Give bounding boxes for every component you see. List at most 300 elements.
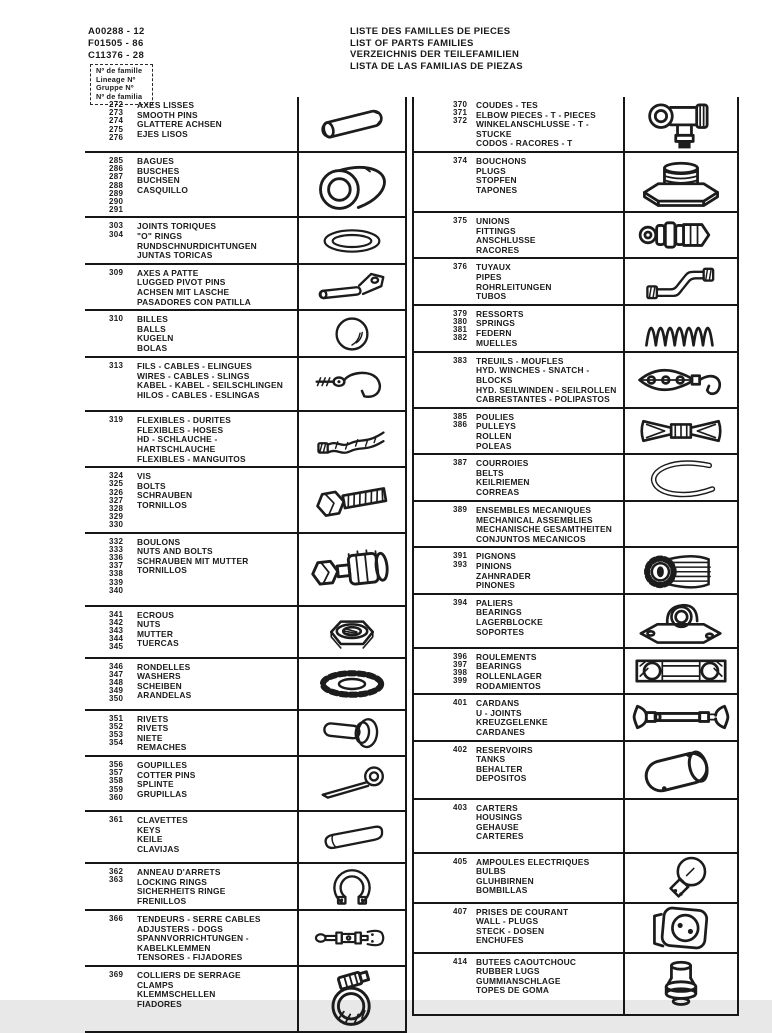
family-label: AXES A PATTE	[137, 267, 199, 278]
part-illustration-cell	[297, 358, 405, 410]
family-label: HILOS - CABLES - ESLINGAS	[137, 389, 260, 400]
family-label: SPRINGS	[476, 318, 516, 329]
part-illustration-cell	[297, 911, 405, 965]
family-number: 403	[453, 802, 468, 812]
family-number: 285	[109, 156, 124, 165]
family-label: MECHANICAL ASSEMBLIES	[476, 514, 593, 525]
family-number: 330	[109, 520, 124, 530]
family-label: CARTERS	[476, 802, 518, 813]
family-numbers	[85, 311, 137, 356]
family-label: CARDANS	[476, 698, 520, 709]
family-label: WIRES - CABLES - SLINGS	[137, 370, 250, 381]
part-illustration-cell	[297, 97, 405, 151]
family-label: AXES LISSES	[137, 100, 195, 110]
family-label: RIVETS	[137, 713, 169, 724]
family-label: PASADORES CON PATILLA	[137, 296, 252, 307]
family-label: MUTTER	[137, 628, 174, 639]
family-numbers	[414, 954, 476, 1014]
t-fitting-icon	[644, 97, 718, 151]
parts-family-row	[85, 218, 405, 264]
family-label: BULBS	[476, 866, 506, 877]
hose-icon	[302, 419, 402, 459]
family-numbers	[414, 695, 476, 739]
family-label: TUYAUX	[476, 262, 511, 273]
family-label: SCHRAUBEN MIT MUTTER	[137, 555, 249, 566]
part-illustration-cell	[623, 854, 737, 902]
family-number: 291	[109, 205, 124, 215]
parts-family-row	[414, 854, 737, 904]
family-descriptions	[137, 659, 297, 709]
family-numbers	[414, 353, 476, 407]
family-label: HD - SCHLAUCHE - HARTSCHLAUCHE	[137, 434, 218, 454]
pulley-icon	[631, 413, 731, 449]
family-label: COUDES - TES	[476, 100, 538, 110]
family-number: 275	[109, 124, 124, 134]
snatch-block-icon	[628, 358, 734, 402]
family-label: BALLS	[137, 323, 166, 334]
family-numbers	[414, 854, 476, 902]
family-label: SOPORTES	[476, 626, 525, 637]
family-number: 363	[109, 875, 124, 885]
family-number: 324	[109, 471, 124, 481]
part-illustration-cell	[297, 864, 405, 909]
family-descriptions	[137, 358, 297, 410]
family-number: 339	[109, 577, 124, 587]
family-numbers	[85, 412, 137, 466]
family-label: LUGGED PIVOT PINS	[137, 277, 226, 288]
family-numbers	[85, 911, 137, 965]
family-label: MUELLES	[476, 337, 518, 348]
family-number: 326	[109, 487, 124, 497]
family-label: KEILRIEMEN	[476, 477, 530, 488]
family-number: 360	[109, 792, 124, 802]
family-number: 358	[109, 776, 124, 786]
family-descriptions	[137, 911, 297, 965]
parts-family-row	[85, 265, 405, 311]
family-descriptions	[476, 904, 623, 952]
family-label: KUGELN	[137, 333, 174, 344]
part-illustration-cell	[297, 311, 405, 356]
bolt-with-nut-icon	[302, 542, 402, 596]
family-label: ZAHNRADER	[476, 570, 531, 581]
family-label: ADJUSTERS - DOGS	[137, 923, 224, 934]
family-label: SPANNVORRICHTUNGEN - KABELKLEMMEN	[137, 933, 249, 953]
parts-family-row	[414, 153, 737, 213]
parts-family-row	[85, 97, 405, 153]
family-label: HOUSINGS	[476, 812, 523, 823]
parts-family-row	[85, 967, 405, 1033]
part-illustration-cell	[297, 659, 405, 709]
family-number: 398	[453, 668, 468, 678]
family-descriptions	[476, 153, 623, 211]
smooth-pin-icon	[303, 99, 401, 149]
parts-family-row	[85, 468, 405, 533]
family-label: COURROIES	[476, 458, 529, 469]
parts-family-row	[414, 649, 737, 695]
family-label: NUTS	[137, 619, 161, 630]
family-label: CLAVETTES	[137, 814, 188, 825]
family-descriptions	[476, 800, 623, 852]
title-line-es: LISTA DE LAS FAMILIAS DE PIEZAS	[350, 60, 523, 72]
parts-family-row	[414, 595, 737, 649]
family-number: 405	[453, 856, 468, 866]
family-descriptions	[476, 695, 623, 739]
family-numbers	[414, 213, 476, 257]
family-label: SCHRAUBEN	[137, 490, 193, 501]
parts-family-row	[414, 548, 737, 594]
coil-spring-icon	[630, 306, 732, 350]
universal-joint-icon	[629, 701, 733, 733]
part-illustration-cell	[623, 548, 737, 592]
family-label: ECROUS	[137, 609, 175, 620]
family-label: ENSEMBLES MECANIQUES	[476, 505, 592, 516]
family-number: 357	[109, 768, 124, 778]
family-descriptions	[476, 595, 623, 647]
part-illustration-cell	[623, 649, 737, 693]
parts-family-row	[414, 306, 737, 353]
union-fitting-icon	[633, 215, 729, 255]
part-illustration-cell	[623, 353, 737, 407]
parts-family-row	[85, 911, 405, 967]
family-descriptions	[476, 213, 623, 257]
family-number: 353	[109, 729, 124, 739]
family-label: FEDERN	[476, 327, 512, 338]
family-label: U - JOINTS	[476, 707, 522, 718]
family-label: KEYS	[137, 824, 161, 835]
family-label: RESERVOIRS	[476, 744, 533, 755]
family-label: BAGUES	[137, 156, 175, 166]
title-line-de: VERZEICHNIS DER TEILEFAMILIEN	[350, 49, 520, 60]
family-label: SCHEIBEN	[137, 680, 182, 691]
family-number: 273	[109, 108, 124, 118]
family-number: 290	[109, 197, 124, 207]
family-numbers	[414, 649, 476, 693]
family-numbers	[85, 967, 137, 1031]
left-column	[85, 97, 407, 1033]
family-descriptions	[137, 218, 297, 262]
family-number: 383	[453, 355, 468, 365]
family-label: RACORES	[476, 244, 520, 255]
part-illustration-cell	[623, 904, 737, 952]
part-illustration-cell	[623, 954, 737, 1014]
family-descriptions	[476, 649, 623, 693]
family-numbers	[414, 742, 476, 798]
part-illustration-cell	[623, 409, 737, 453]
family-label: BELTS	[476, 467, 504, 478]
part-illustration-cell	[297, 218, 405, 262]
family-number: 387	[453, 458, 468, 468]
family-descriptions	[137, 534, 297, 605]
family-label: KREUZGELENKE	[476, 717, 548, 728]
family-number: 340	[109, 585, 124, 595]
family-label: GRUPILLAS	[137, 788, 188, 799]
family-descriptions	[137, 468, 297, 531]
family-label: GEHAUSE	[476, 821, 519, 832]
parts-family-row	[85, 607, 405, 659]
family-label: FLEXIBLES - MANGUITOS	[137, 453, 246, 464]
hose-clamp-icon	[310, 970, 394, 1028]
family-label: PINIONS	[476, 561, 512, 572]
ball-bearing-icon	[627, 654, 735, 688]
family-number: 359	[109, 784, 124, 794]
family-label: CLAVIJAS	[137, 843, 180, 854]
o-ring-icon	[304, 221, 400, 261]
family-label: MECHANISCHE GESAMTHEITEN	[476, 524, 613, 535]
family-label: CARTERES	[476, 831, 524, 842]
family-label: WINKELANSCHLUSSE - T - STUCKE	[476, 119, 589, 139]
ball-icon	[330, 312, 374, 356]
family-descriptions	[476, 954, 623, 1014]
family-label: NIETE	[137, 732, 163, 743]
family-number: 369	[109, 969, 124, 979]
family-label: BOLAS	[137, 342, 168, 353]
family-label: VIS	[137, 471, 152, 482]
family-number: 333	[109, 544, 124, 554]
plug-icon	[635, 155, 727, 209]
family-label: DEPOSITOS	[476, 773, 527, 784]
family-descriptions	[476, 259, 623, 303]
family-descriptions	[137, 265, 297, 309]
family-descriptions	[137, 864, 297, 909]
family-number: 399	[453, 676, 468, 686]
part-illustration-cell	[297, 153, 405, 216]
family-label: SPLINTE	[137, 779, 174, 790]
family-number: 346	[109, 661, 124, 671]
family-label: PIPES	[476, 271, 502, 282]
parts-family-row	[414, 954, 737, 1016]
family-label: ROLLENLAGER	[476, 671, 542, 682]
belt-icon	[635, 456, 727, 500]
family-label: TANKS	[476, 754, 506, 765]
family-numbers	[85, 97, 137, 151]
family-number: 376	[453, 262, 468, 272]
family-label: RODAMIENTOS	[476, 680, 541, 691]
lock-washer-icon	[304, 661, 400, 707]
bushing-icon	[306, 158, 398, 212]
family-number: 370	[453, 100, 468, 109]
family-label: ROULEMENTS	[476, 651, 537, 662]
family-label: BILLES	[137, 314, 168, 325]
family-descriptions	[476, 742, 623, 798]
family-number: 401	[453, 698, 468, 708]
family-label: CABRESTANTES - POLIPASTOS	[476, 394, 610, 405]
family-label: SICHERHEITS RINGE	[137, 886, 226, 897]
family-descriptions	[137, 967, 297, 1031]
parts-family-row	[85, 534, 405, 607]
family-label: REMACHES	[137, 742, 187, 753]
family-box-label: Nº de familia	[96, 91, 143, 101]
part-illustration-cell	[297, 967, 405, 1031]
family-label: COLLIERS DE SERRAGE	[137, 969, 241, 980]
family-box-label: Lineage Nº	[96, 74, 136, 84]
family-number: 389	[453, 505, 468, 515]
parts-family-row	[414, 213, 737, 259]
parts-family-row	[414, 455, 737, 502]
part-illustration-cell	[623, 455, 737, 500]
family-box-label: Gruppe Nº	[96, 83, 134, 93]
family-label: FRENILLOS	[137, 895, 187, 906]
family-number: 414	[453, 956, 468, 966]
family-label: ACHSEN MIT LASCHE	[137, 286, 230, 297]
family-label: LAGERBLOCKE	[476, 617, 543, 628]
family-numbers	[85, 659, 137, 709]
family-number: 386	[453, 419, 468, 429]
family-label: GUMMIANSCHLAGE	[476, 975, 561, 986]
family-number: 396	[453, 651, 468, 661]
family-number: 380	[453, 316, 468, 326]
family-label: STOPFEN	[476, 175, 517, 186]
family-descriptions	[476, 502, 623, 546]
family-number: 337	[109, 561, 124, 571]
family-label: TREUILS - MOUFLES	[476, 355, 564, 366]
family-label: POLEAS	[476, 440, 512, 451]
family-label: TENDEURS - SERRE CABLES	[137, 913, 261, 924]
pipe-icon	[631, 263, 731, 301]
part-illustration-cell	[623, 259, 737, 303]
locking-ring-icon	[311, 864, 393, 908]
family-label: PRISES DE COURANT	[476, 906, 569, 917]
part-illustration-cell	[623, 695, 737, 739]
family-number: 310	[109, 314, 124, 324]
parts-families-table	[85, 97, 739, 1033]
parts-family-row	[85, 412, 405, 468]
family-number: 276	[109, 132, 124, 142]
family-numbers	[414, 409, 476, 453]
family-descriptions	[476, 455, 623, 500]
family-descriptions	[476, 353, 623, 407]
family-label: BUSCHES	[137, 165, 180, 176]
parts-family-row	[414, 800, 737, 854]
family-numbers	[414, 800, 476, 852]
family-numbers	[414, 97, 476, 151]
family-number: 381	[453, 325, 468, 335]
family-number: 332	[109, 536, 124, 546]
family-label: RUBBER LUGS	[476, 966, 540, 977]
family-numbers	[85, 534, 137, 605]
part-illustration-cell	[623, 595, 737, 647]
family-label: WALL - PLUGS	[476, 916, 539, 927]
family-descriptions	[137, 311, 297, 356]
doc-code: A00288 - 12	[88, 26, 145, 37]
family-label: TAPONES	[476, 184, 518, 195]
parts-family-row	[85, 757, 405, 812]
family-number: 344	[109, 634, 124, 644]
family-number: 336	[109, 552, 124, 562]
family-label: PIGNONS	[476, 551, 517, 562]
family-number: 345	[109, 642, 124, 652]
family-numbers	[85, 153, 137, 216]
family-label: ROHRLEITUNGEN	[476, 281, 552, 292]
family-label: KABEL - KABEL - SEILSCHLINGEN	[137, 380, 284, 391]
part-illustration-cell	[297, 757, 405, 810]
document-codes	[88, 26, 145, 62]
family-number: 394	[453, 597, 468, 607]
family-label: UNIONS	[476, 216, 510, 226]
wall-socket-icon	[641, 904, 721, 952]
family-label: CARDANES	[476, 727, 526, 737]
family-number: 341	[109, 609, 124, 619]
family-number: 402	[453, 744, 468, 754]
part-illustration-cell	[623, 213, 737, 257]
family-number: 274	[109, 116, 124, 126]
parts-family-row	[414, 259, 737, 305]
family-label: ANNEAU D'ARRETS	[137, 866, 221, 877]
family-label: NUTS AND BOLTS	[137, 546, 213, 557]
family-number: 328	[109, 503, 124, 513]
family-number: 374	[453, 156, 468, 165]
family-numbers	[85, 812, 137, 862]
family-label: KEILE	[137, 834, 163, 845]
parts-family-row	[85, 812, 405, 864]
family-number: 347	[109, 669, 124, 679]
family-label: JOINTS TORIQUES	[137, 221, 217, 232]
family-label: FITTINGS	[476, 225, 516, 236]
family-numbers	[85, 757, 137, 810]
lugged-pivot-pin-icon	[302, 268, 402, 306]
family-label: BOMBILLAS	[476, 885, 528, 896]
family-number: 342	[109, 617, 124, 627]
parts-family-row	[414, 97, 737, 153]
title-line-fr: LISTE DES FAMILLES DE PIECES	[350, 26, 511, 37]
family-number: 385	[453, 411, 468, 421]
family-number: 325	[109, 479, 124, 489]
family-numbers	[85, 607, 137, 657]
family-descriptions	[137, 711, 297, 755]
family-numbers	[414, 904, 476, 952]
family-number: 289	[109, 188, 124, 198]
part-illustration-cell	[623, 742, 737, 798]
family-descriptions	[137, 607, 297, 657]
part-illustration-cell	[623, 97, 737, 151]
family-number: 382	[453, 333, 468, 343]
family-number: 356	[109, 759, 124, 769]
family-number: 329	[109, 512, 124, 522]
family-label: BOUCHONS	[476, 156, 527, 166]
cotter-pin-icon	[302, 761, 402, 805]
family-label: GLATTERE ACHSEN	[137, 119, 222, 130]
parts-family-row	[414, 695, 737, 741]
family-numbers	[85, 265, 137, 309]
family-label: TUBOS	[476, 291, 507, 302]
family-label: CLAMPS	[137, 979, 174, 990]
family-numbers	[414, 306, 476, 351]
family-label: ANSCHLUSSE	[476, 235, 536, 246]
family-label: TORNILLOS	[137, 499, 188, 510]
family-descriptions	[137, 153, 297, 216]
family-label: WASHERS	[137, 671, 181, 682]
parts-family-row	[85, 311, 405, 358]
family-number: 407	[453, 906, 468, 916]
family-number: 286	[109, 164, 124, 174]
family-label: ROLLEN	[476, 430, 512, 441]
family-number: 375	[453, 216, 468, 225]
family-label: HYD. SEILWINDEN - SEILROLLEN	[476, 384, 617, 395]
family-label: ARANDELAS	[137, 690, 192, 701]
family-number: 351	[109, 713, 124, 723]
part-illustration-cell	[623, 502, 737, 546]
part-illustration-cell	[297, 812, 405, 862]
family-label: TOPES DE GOMA	[476, 985, 550, 996]
family-label: BUTEES CAOUTCHOUC	[476, 956, 577, 967]
family-number: 361	[109, 814, 124, 824]
turnbuckle-icon	[301, 921, 403, 955]
family-label: EJES LISOS	[137, 128, 188, 139]
family-label: RONDELLES	[137, 661, 191, 672]
parts-family-row	[85, 153, 405, 218]
family-label: FLEXIBLES - DURITES	[137, 415, 232, 426]
family-number: 362	[109, 866, 124, 876]
family-label: KLEMMSCHELLEN	[137, 989, 216, 1000]
